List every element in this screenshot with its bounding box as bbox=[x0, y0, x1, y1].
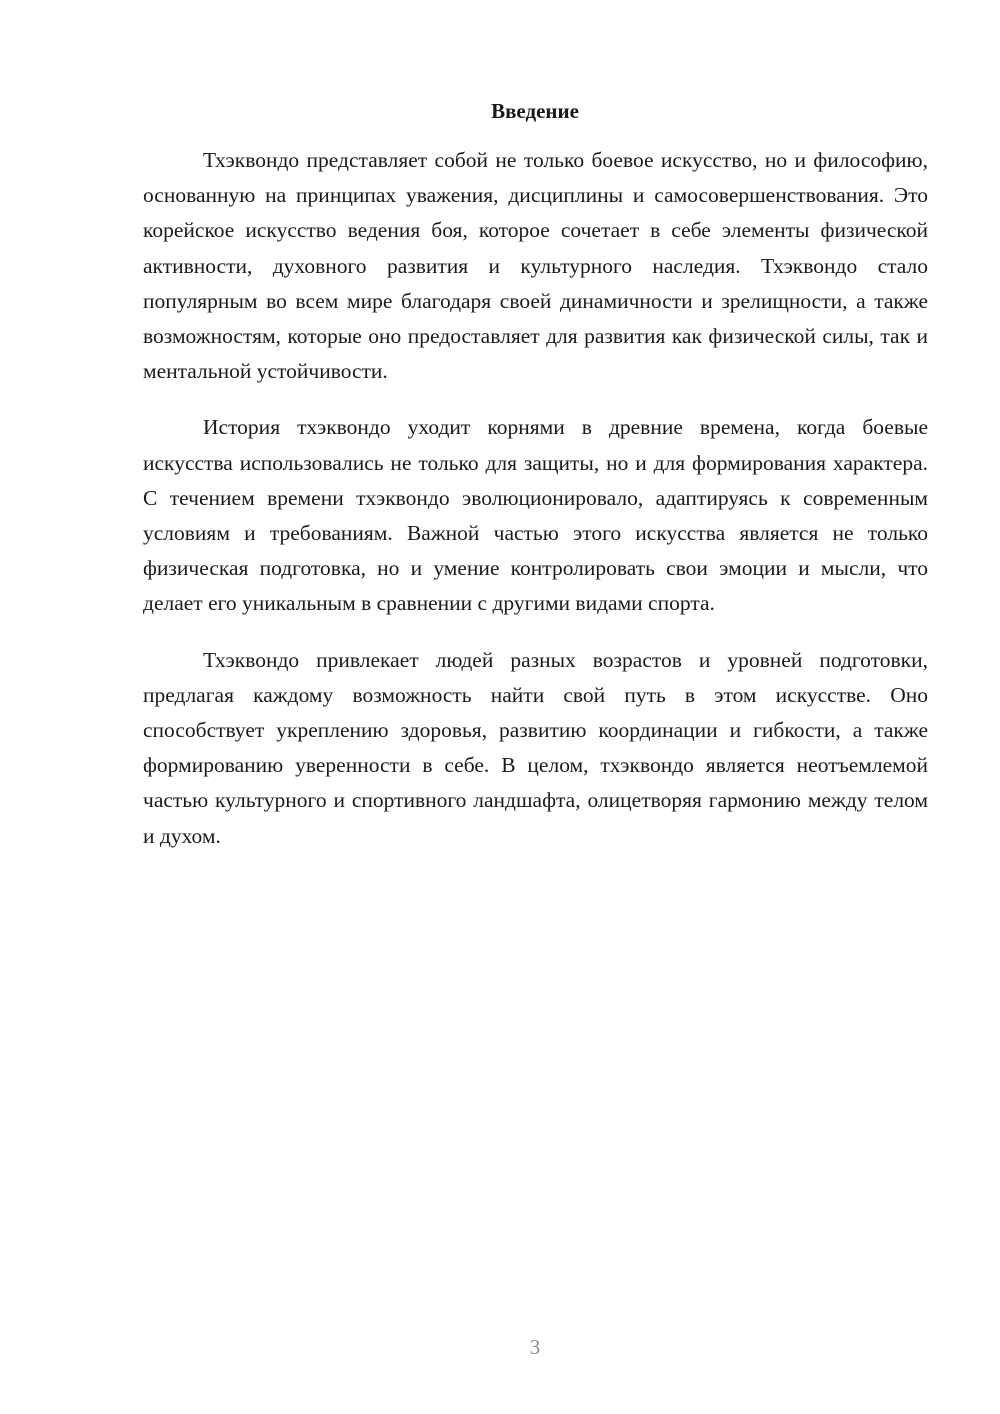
paragraph-3: Тхэквондо привлекает людей разных возрастов и уровней подготовки, предлагая каждому возможность найти свой путь в этом искусстве. Оно способствует укреплению здоровья, развитию координации и гибкости, а также формированию уверенности в себе. В целом, тхэквондо является неотъемлемой частью культурного и спортивного ландшафта, олицетворяя гармонию между телом и духом. bbox=[143, 647, 928, 848]
paragraph-1: Тхэквондо представляет собой не только боевое искусство, но и философию, основанную на принципах уважения, дисциплины и самосовершенствования. Это корейское искусство ведения боя, которое сочетает в себе элементы физической активности, духовного развития и культурного наследия. Тхэквондо стало популярным во всем мире благодаря своей динамичности и зрелищности, а также возможностям, которые оно предоставляет для развития как физической силы, так и ментальной устойчивости. bbox=[143, 148, 928, 384]
paragraph-2: История тхэквондо уходит корнями в древние времена, когда боевые искусства использовались не только для защиты, но и для формирования характера. С течением времени тхэквондо эволюционировало, адаптируясь к современным условиям и требованиям. Важной частью этого искусства является не только физическая подготовка, но и умение контролировать свои эмоции и мысли, что делает его уникальным в сравнении с другими видами спорта. bbox=[143, 415, 928, 616]
page-title: Введение bbox=[491, 99, 579, 123]
page-number: 3 bbox=[529, 1335, 541, 1359]
body-text bbox=[143, 143, 928, 875]
